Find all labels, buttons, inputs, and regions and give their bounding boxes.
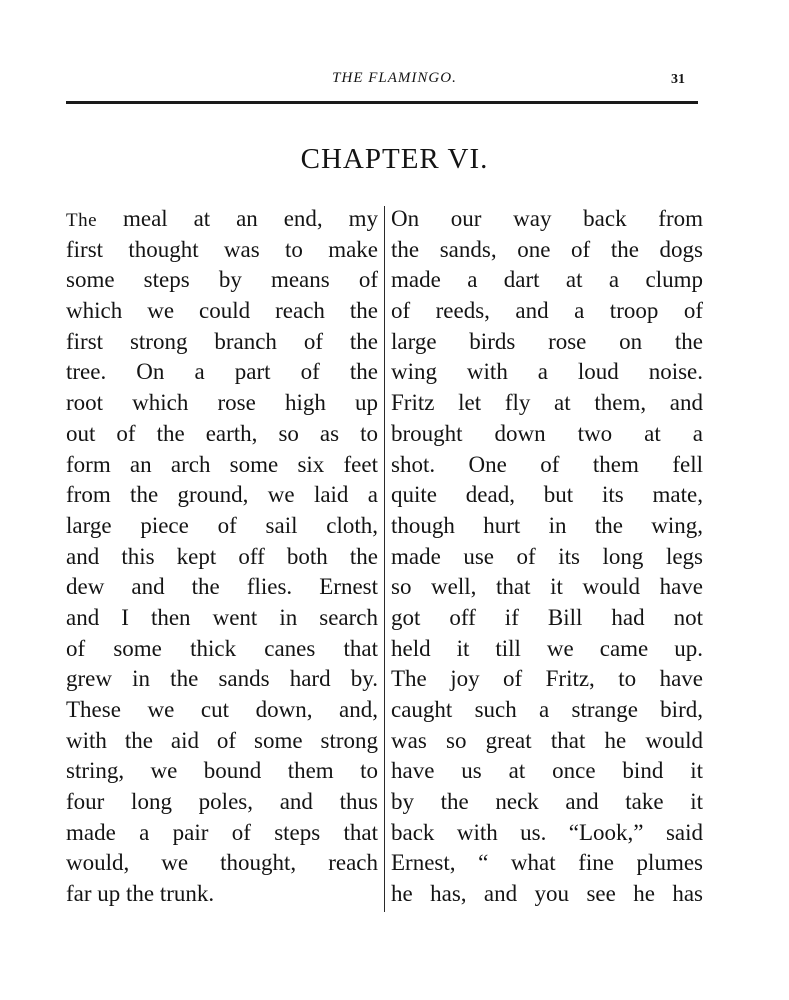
text-line: four long poles, and thus	[66, 789, 378, 815]
text-line	[66, 204, 378, 235]
text-line: first strong branch of the	[66, 328, 378, 354]
text-line: would, we thought, reach	[66, 850, 378, 876]
column-divider	[384, 206, 385, 912]
text-line: of some thick canes that	[66, 635, 378, 661]
text-line: Fritz let fly at them, and	[391, 390, 703, 416]
text-line: root which rose high up	[66, 390, 378, 416]
text-line: large birds rose on the	[391, 328, 703, 354]
text-line: held it till we came up.	[391, 635, 703, 661]
header-rule	[66, 101, 698, 104]
text-line: was so great that he would	[391, 727, 703, 753]
running-title: THE FLAMINGO.	[332, 70, 457, 86]
text-line: grew in the sands hard by.	[66, 666, 378, 692]
text-line: Ernest, “ what fine plumes	[391, 850, 703, 876]
text-line: and I then went in search	[66, 604, 378, 630]
text-line: got off if Bill had not	[391, 604, 703, 630]
left-column	[66, 204, 378, 910]
text-line: form an arch some six feet	[66, 451, 378, 477]
text-line: though hurt in the wing,	[391, 512, 703, 538]
opening-smallcap: The	[66, 210, 98, 231]
text-line: far up the trunk.	[66, 881, 215, 907]
page-number: 31	[671, 72, 685, 87]
text-line: which we could reach the	[66, 298, 378, 324]
text-line: The joy of Fritz, to have	[391, 666, 703, 692]
text-line: wing with a loud noise.	[391, 359, 703, 385]
text-line: some steps by means of	[66, 267, 378, 293]
text-line: tree. On a part of the	[66, 359, 378, 385]
running-header	[0, 70, 789, 92]
text-line: of reeds, and a troop of	[391, 298, 703, 324]
text-line: out of the earth, so as to	[66, 420, 378, 446]
text-line: and this kept off both the	[66, 543, 378, 569]
text-line: have us at once bind it	[391, 758, 703, 784]
text-line-content: meal at an end, my	[97, 206, 378, 231]
text-line: by the neck and take it	[391, 789, 703, 815]
text-line: large piece of sail cloth,	[66, 512, 378, 538]
text-line: made use of its long legs	[391, 543, 703, 569]
text-line: so well, that it would have	[391, 574, 703, 600]
right-column	[391, 204, 703, 910]
text-line: made a pair of steps that	[66, 819, 378, 845]
text-line: string, we bound them to	[66, 758, 378, 784]
text-line: back with us. “Look,” said	[391, 819, 703, 845]
text-line: first thought was to make	[66, 236, 378, 262]
text-line: These we cut down, and,	[66, 697, 378, 722]
chapter-title: CHAPTER VI.	[300, 143, 489, 175]
text-line: quite dead, but its mate,	[391, 482, 703, 508]
text-line: dew and the flies. Ernest	[66, 574, 378, 600]
text-line: On our way back from	[391, 206, 703, 231]
text-line: the sands, one of the dogs	[391, 236, 703, 262]
text-line: shot. One of them fell	[391, 451, 703, 477]
text-line: brought down two at a	[391, 420, 703, 446]
text-line: with the aid of some strong	[66, 727, 378, 753]
text-line: he has, and you see he has	[391, 881, 703, 907]
text-line: from the ground, we laid a	[66, 482, 378, 508]
text-line: made a dart at a clump	[391, 267, 703, 293]
text-line: caught such a strange bird,	[391, 697, 703, 722]
